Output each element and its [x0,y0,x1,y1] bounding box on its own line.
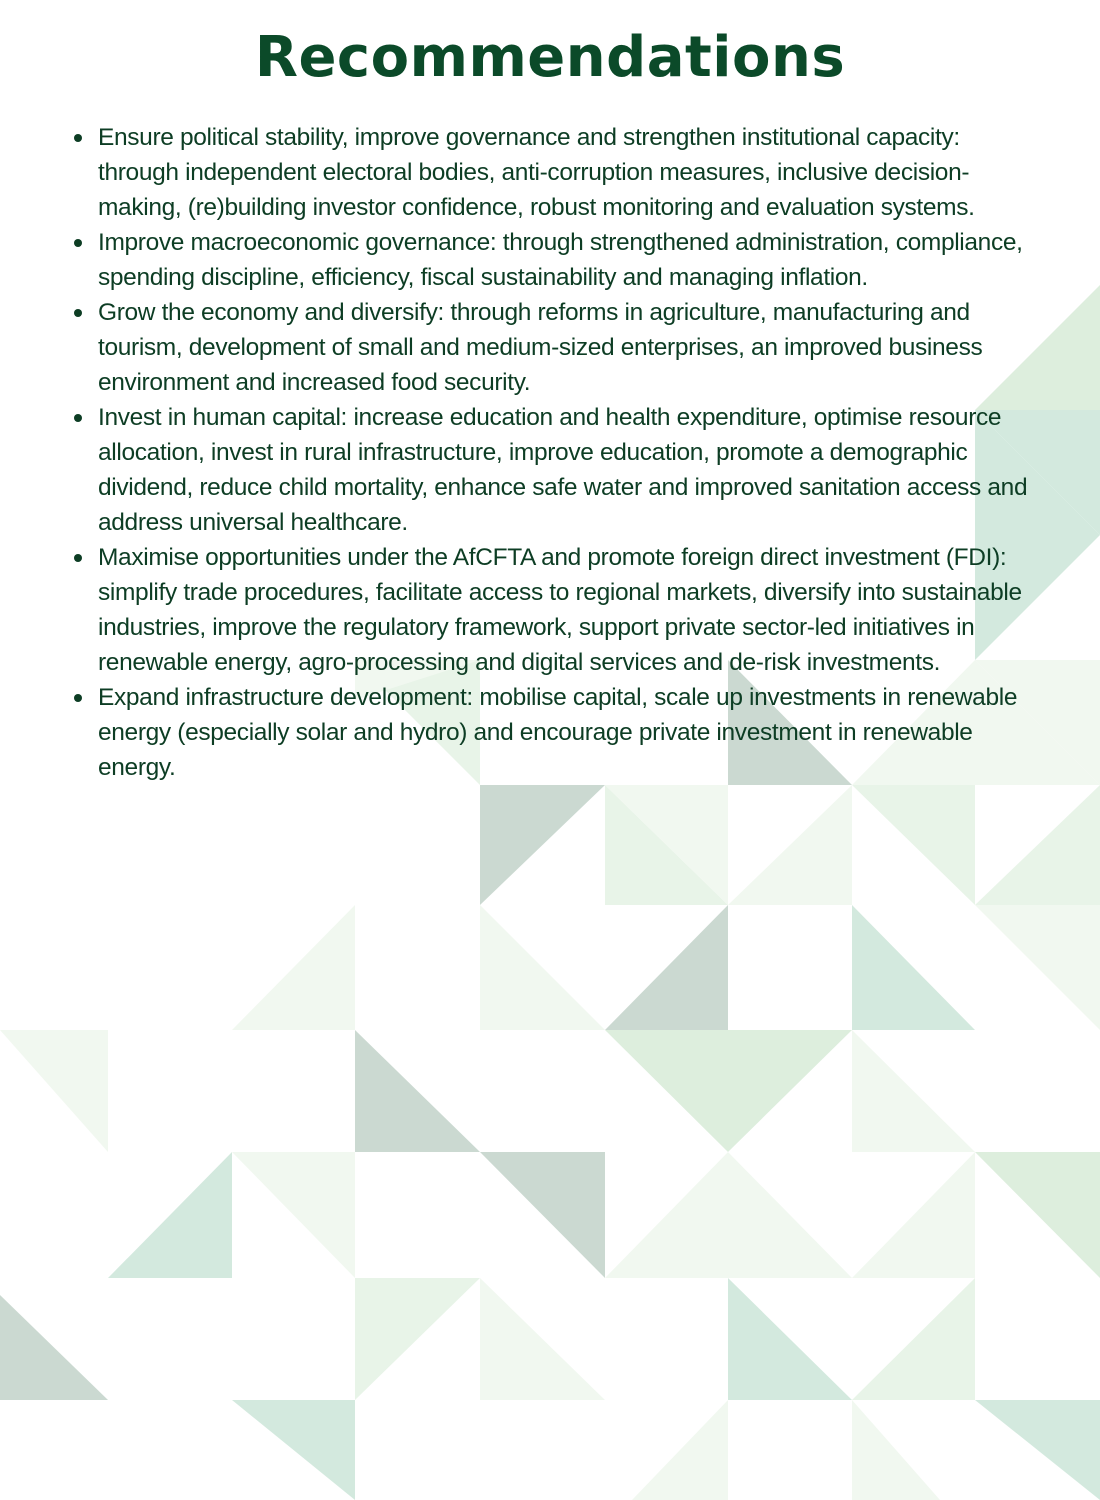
pattern-triangle [480,905,605,1030]
recommendation-text: Improve macroeconomic governance: through strengthened administration, compliance, spending discipline, efficiency, fiscal sustainability and managing inflation. [98,229,1023,291]
pattern-triangle [852,1278,975,1400]
pattern-triangle [852,905,975,1030]
list-item [98,295,1046,400]
pattern-triangle [232,1400,355,1500]
pattern-triangle [355,1030,480,1152]
pattern-triangle [975,905,1100,1030]
bullet-icon [74,414,82,422]
pattern-triangle [975,1400,1100,1500]
recommendation-text: Expand infrastructure development: mobilise capital, scale up investments in renewable energy (especially solar and hydro) and encourage private investment in renewable energy. [98,684,1018,781]
pattern-triangle [852,785,975,905]
list-item [98,680,1046,785]
bullet-icon [74,239,82,247]
pattern-triangle [728,1278,852,1400]
pattern-triangle [480,1278,605,1400]
list-item [98,400,1046,540]
bullet-icon [74,134,82,142]
recommendations-list [0,120,1100,785]
recommendation-text: Grow the economy and diversify: through reforms in agriculture, manufacturing and tourism, development of small and medium-sized enterprises, an improved business environment and increased food security. [98,299,983,396]
pattern-triangle [632,1400,728,1500]
pattern-triangle [728,785,852,905]
pattern-triangle [480,1152,605,1278]
pattern-triangle [728,1152,852,1278]
list-item [98,225,1046,295]
recommendation-text: Ensure political stability, improve governance and strengthen institutional capacity: through independent electoral bodies, anti-corruption measures, inclusive decision-making, (re)building investor confidence, robust monitoring and evaluation systems. [98,124,975,221]
page-title: Recommendations [254,25,846,90]
pattern-triangle [108,1152,232,1278]
pattern-triangle [232,905,355,1030]
pattern-triangle [0,1030,108,1152]
bullet-icon [74,694,82,702]
recommendation-text: Invest in human capital: increase education and health expenditure, optimise resource allocation, invest in rural infrastructure, improve education, promote a demographic dividend, reduce child mortality, enhance safe water and improved sanitation access and address universal healthcare. [98,404,1028,536]
pattern-triangle [605,1030,852,1152]
pattern-triangle [232,1152,355,1278]
pattern-triangle [975,1152,1100,1278]
list-item [98,540,1046,680]
pattern-triangle [0,1295,108,1400]
pattern-triangle [852,1152,975,1278]
pattern-triangle [852,1030,975,1152]
bullet-icon [74,309,82,317]
pattern-triangle [605,1152,728,1278]
pattern-triangle [480,785,605,905]
pattern-triangle [605,905,728,1030]
pattern-triangle [355,1278,480,1400]
pattern-triangle [852,1400,940,1500]
bullet-icon [74,554,82,562]
list-item [98,120,1046,225]
pattern-triangle [975,785,1100,905]
recommendation-text: Maximise opportunities under the AfCFTA and promote foreign direct investment (FDI): simplify trade procedures, facilitate access to regional markets, diversify into sustainable industries, improve the regulatory framework, support private sector-led initiatives in renewable energy, agro-processing and digital services and de-risk investments. [98,544,1022,676]
